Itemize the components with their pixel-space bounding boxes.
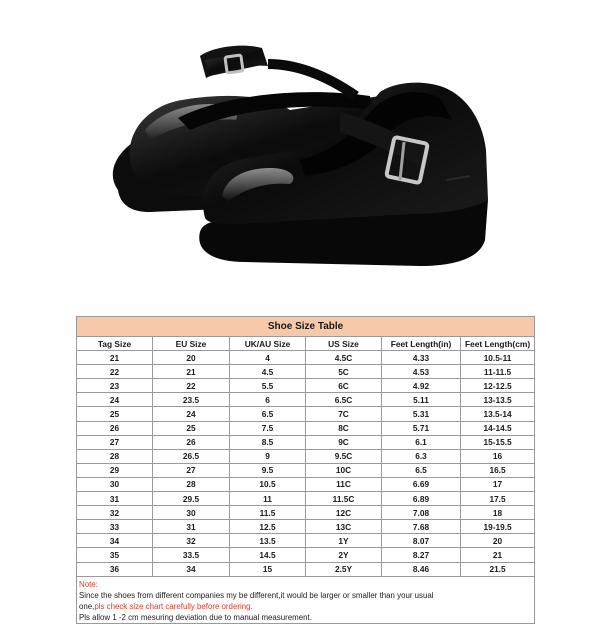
table-row [77,379,535,393]
table-row [77,449,535,463]
table-cell: 9 [230,449,306,463]
table-row [77,421,535,435]
table-cell: 23.5 [153,393,230,407]
table-cell: 8.5 [230,435,306,449]
table-cell: 4.33 [382,351,461,365]
table-cell: 22 [153,379,230,393]
table-cell: 22 [77,365,153,379]
table-cell: 12-12.5 [461,379,535,393]
table-cell: 26 [77,421,153,435]
table-cell: 11 [230,492,306,506]
table-cell: 10C [306,463,382,477]
table-cell: 11.5C [306,492,382,506]
table-cell: 29.5 [153,492,230,506]
table-cell: 14.5 [230,548,306,562]
table-cell: 35 [77,548,153,562]
table-cell: 7.68 [382,520,461,534]
table-cell: 13.5-14 [461,407,535,421]
table-cell: 13.5 [230,534,306,548]
table-cell: 6.5 [230,407,306,421]
table-row [77,506,535,520]
table-cell: 17.5 [461,492,535,506]
table-cell: 2.5Y [306,562,382,576]
table-cell: 13C [306,520,382,534]
table-cell: 16.5 [461,463,535,477]
table-cell: 21.5 [461,562,535,576]
table-cell: 6.3 [382,449,461,463]
table-row [77,365,535,379]
table-row [77,393,535,407]
table-cell: 6.5C [306,393,382,407]
table-row [77,492,535,506]
table-row [77,351,535,365]
header-eu-size: EU Size [153,337,230,351]
table-cell: 31 [153,520,230,534]
header-uk-au-size: UK/AU Size [230,337,306,351]
table-row [77,435,535,449]
table-cell: 21 [77,351,153,365]
table-cell: 8.07 [382,534,461,548]
table-cell: 6.1 [382,435,461,449]
table-cell: 6 [230,393,306,407]
table-cell: 30 [77,477,153,491]
table-cell: 33 [77,520,153,534]
table-row [77,534,535,548]
table-cell: 5.31 [382,407,461,421]
table-cell: 7C [306,407,382,421]
table-cell: 28 [77,449,153,463]
table-cell: 20 [153,351,230,365]
table-cell: 21 [153,365,230,379]
table-cell: 6.69 [382,477,461,491]
table-row [77,477,535,491]
table-cell: 1Y [306,534,382,548]
table-cell: 9C [306,435,382,449]
table-cell: 6C [306,379,382,393]
table-header-row [77,337,535,351]
table-cell: 26.5 [153,449,230,463]
table-cell: 27 [153,463,230,477]
table-row [77,520,535,534]
table-cell: 5.71 [382,421,461,435]
table-cell: 11C [306,477,382,491]
table-cell: 18 [461,506,535,520]
table-cell: 7.08 [382,506,461,520]
table-row [77,407,535,421]
table-cell: 29 [77,463,153,477]
table-cell: 16 [461,449,535,463]
table-cell: 32 [153,534,230,548]
note-line-1: Since the shoes from different companies my be different,it would be larger or smaller than your usual [79,590,434,600]
table-cell: 12C [306,506,382,520]
table-cell: 20 [461,534,535,548]
table-cell: 19-19.5 [461,520,535,534]
table-cell: 28 [153,477,230,491]
table-cell: 8.46 [382,562,461,576]
table-cell: 5.5 [230,379,306,393]
table-cell: 21 [461,548,535,562]
table-cell: 24 [77,393,153,407]
notes-row [77,576,535,624]
table-row [77,562,535,576]
note-line-2 [79,601,534,612]
header-feet-length-in: Feet Length(in) [382,337,461,351]
table-cell: 2Y [306,548,382,562]
table-cell: 33.5 [153,548,230,562]
table-cell: 24 [153,407,230,421]
table-cell: 34 [153,562,230,576]
table-cell: 5C [306,365,382,379]
table-cell: 5.11 [382,393,461,407]
note-line-2-prefix: one, [79,602,95,611]
table-cell: 4.5C [306,351,382,365]
table-cell: 27 [77,435,153,449]
table-cell: 25 [77,407,153,421]
header-feet-length-cm: Feet Length(cm) [461,337,535,351]
note-line-2-warning: pls check size chart carefully before ordering. [94,602,253,611]
table-cell: 6.5 [382,463,461,477]
note-label: Note: [79,579,98,589]
table-cell: 32 [77,506,153,520]
header-us-size: US Size [306,337,382,351]
table-cell: 15-15.5 [461,435,535,449]
table-cell: 26 [153,435,230,449]
shoe-size-table [76,316,535,624]
table-cell: 4.92 [382,379,461,393]
table-cell: 12.5 [230,520,306,534]
table-cell: 23 [77,379,153,393]
table-cell: 4 [230,351,306,365]
table-row [77,548,535,562]
note-line-3: Pls allow 1 -2 cm mesuring deviation due to manual measurement. [79,613,312,623]
table-cell: 8C [306,421,382,435]
table-cell: 6.89 [382,492,461,506]
table-cell: 25 [153,421,230,435]
table-row [77,463,535,477]
table-cell: 14-14.5 [461,421,535,435]
table-cell: 13-13.5 [461,393,535,407]
table-cell: 9.5 [230,463,306,477]
table-cell: 17 [461,477,535,491]
table-title: Shoe Size Table [77,317,535,337]
table-cell: 30 [153,506,230,520]
table-cell: 34 [77,534,153,548]
header-tag-size: Tag Size [77,337,153,351]
table-cell: 31 [77,492,153,506]
table-cell: 8.27 [382,548,461,562]
table-cell: 15 [230,562,306,576]
table-cell: 4.53 [382,365,461,379]
table-cell: 4.5 [230,365,306,379]
table-cell: 36 [77,562,153,576]
table-cell: 11-11.5 [461,365,535,379]
table-cell: 11.5 [230,506,306,520]
table-cell: 7.5 [230,421,306,435]
table-cell: 10.5 [230,477,306,491]
table-cell: 9.5C [306,449,382,463]
table-title-row [77,317,535,337]
notes-cell [77,576,535,624]
table-cell: 10.5-11 [461,351,535,365]
